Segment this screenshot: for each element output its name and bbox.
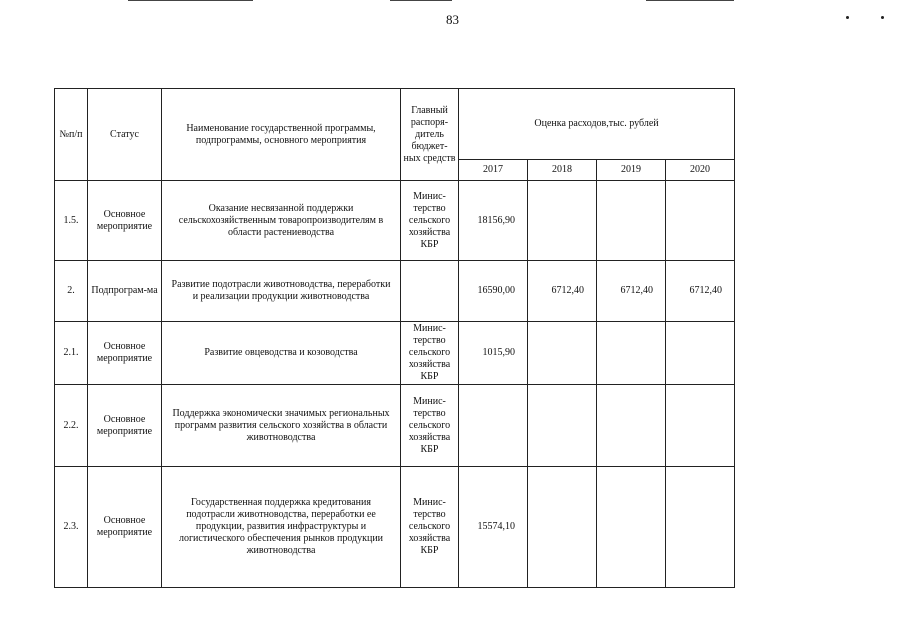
row-name: Развитие овцеводства и козоводства bbox=[162, 322, 401, 385]
row-value-2020 bbox=[666, 467, 735, 588]
row-admin: Минис-терство сельского хозяйства КБР bbox=[401, 181, 459, 261]
header-year: 2017 bbox=[459, 160, 528, 181]
header-year: 2019 bbox=[597, 160, 666, 181]
row-value-2017: 18156,90 bbox=[459, 181, 528, 261]
row-value-2019 bbox=[597, 181, 666, 261]
row-value-2017 bbox=[459, 385, 528, 467]
row-admin: Минис-терство сельского хозяйства КБР bbox=[401, 322, 459, 385]
row-num: 2. bbox=[55, 261, 88, 322]
row-status: Основное мероприятие bbox=[88, 322, 162, 385]
row-status: Подпрограм-ма bbox=[88, 261, 162, 322]
row-num: 2.3. bbox=[55, 467, 88, 588]
table-row bbox=[55, 467, 735, 588]
top-rule-middle bbox=[390, 0, 452, 1]
row-name: Оказание несвязанной поддержки сельскохозяйственным товаропроизводителям в области растениеводства bbox=[162, 181, 401, 261]
row-value-2020 bbox=[666, 181, 735, 261]
top-rule-right bbox=[646, 0, 734, 1]
header-admin: Главный распоря-дитель бюджет-ных средств bbox=[401, 89, 459, 181]
row-num: 1.5. bbox=[55, 181, 88, 261]
header-row bbox=[55, 89, 735, 160]
row-value-2017: 16590,00 bbox=[459, 261, 528, 322]
table-row bbox=[55, 261, 735, 322]
row-name: Государственная поддержка кредитования подотрасли животноводства, переработки ее продукции, развития инфраструктуры и логистического обеспечения рынков продукции животноводства bbox=[162, 467, 401, 588]
row-value-2020: 6712,40 bbox=[666, 261, 735, 322]
row-name: Поддержка экономически значимых региональных программ развития сельского хозяйства в области животноводства bbox=[162, 385, 401, 467]
table-header bbox=[55, 89, 735, 181]
row-num: 2.1. bbox=[55, 322, 88, 385]
row-value-2017: 1015,90 bbox=[459, 322, 528, 385]
row-status: Основное мероприятие bbox=[88, 385, 162, 467]
table-body bbox=[55, 181, 735, 588]
row-value-2018 bbox=[528, 322, 597, 385]
header-year: 2018 bbox=[528, 160, 597, 181]
row-num: 2.2. bbox=[55, 385, 88, 467]
row-admin: Минис-терство сельского хозяйства КБР bbox=[401, 467, 459, 588]
header-num: №п/п bbox=[55, 89, 88, 181]
row-name: Развитие подотрасли животноводства, переработки и реализации продукции животноводства bbox=[162, 261, 401, 322]
row-value-2019: 6712,40 bbox=[597, 261, 666, 322]
top-rule-left bbox=[128, 0, 253, 1]
table-row bbox=[55, 181, 735, 261]
budget-table bbox=[54, 88, 735, 588]
header-year: 2020 bbox=[666, 160, 735, 181]
row-value-2018: 6712,40 bbox=[528, 261, 597, 322]
row-value-2018 bbox=[528, 467, 597, 588]
row-status: Основное мероприятие bbox=[88, 181, 162, 261]
row-value-2017: 15574,10 bbox=[459, 467, 528, 588]
header-expenses: Оценка расходов,тыс. рублей bbox=[459, 89, 735, 160]
row-value-2020 bbox=[666, 385, 735, 467]
header-name: Наименование государственной программы, подпрограммы, основного мероприятия bbox=[162, 89, 401, 181]
row-admin bbox=[401, 261, 459, 322]
row-value-2019 bbox=[597, 467, 666, 588]
row-status: Основное мероприятие bbox=[88, 467, 162, 588]
table-row bbox=[55, 385, 735, 467]
table-row bbox=[55, 322, 735, 385]
row-value-2018 bbox=[528, 385, 597, 467]
row-value-2019 bbox=[597, 385, 666, 467]
page-number: 83 bbox=[446, 12, 459, 27]
header-status: Статус bbox=[88, 89, 162, 181]
row-admin: Минис-терство сельского хозяйства КБР bbox=[401, 385, 459, 467]
row-value-2018 bbox=[528, 181, 597, 261]
row-value-2019 bbox=[597, 322, 666, 385]
row-value-2020 bbox=[666, 322, 735, 385]
